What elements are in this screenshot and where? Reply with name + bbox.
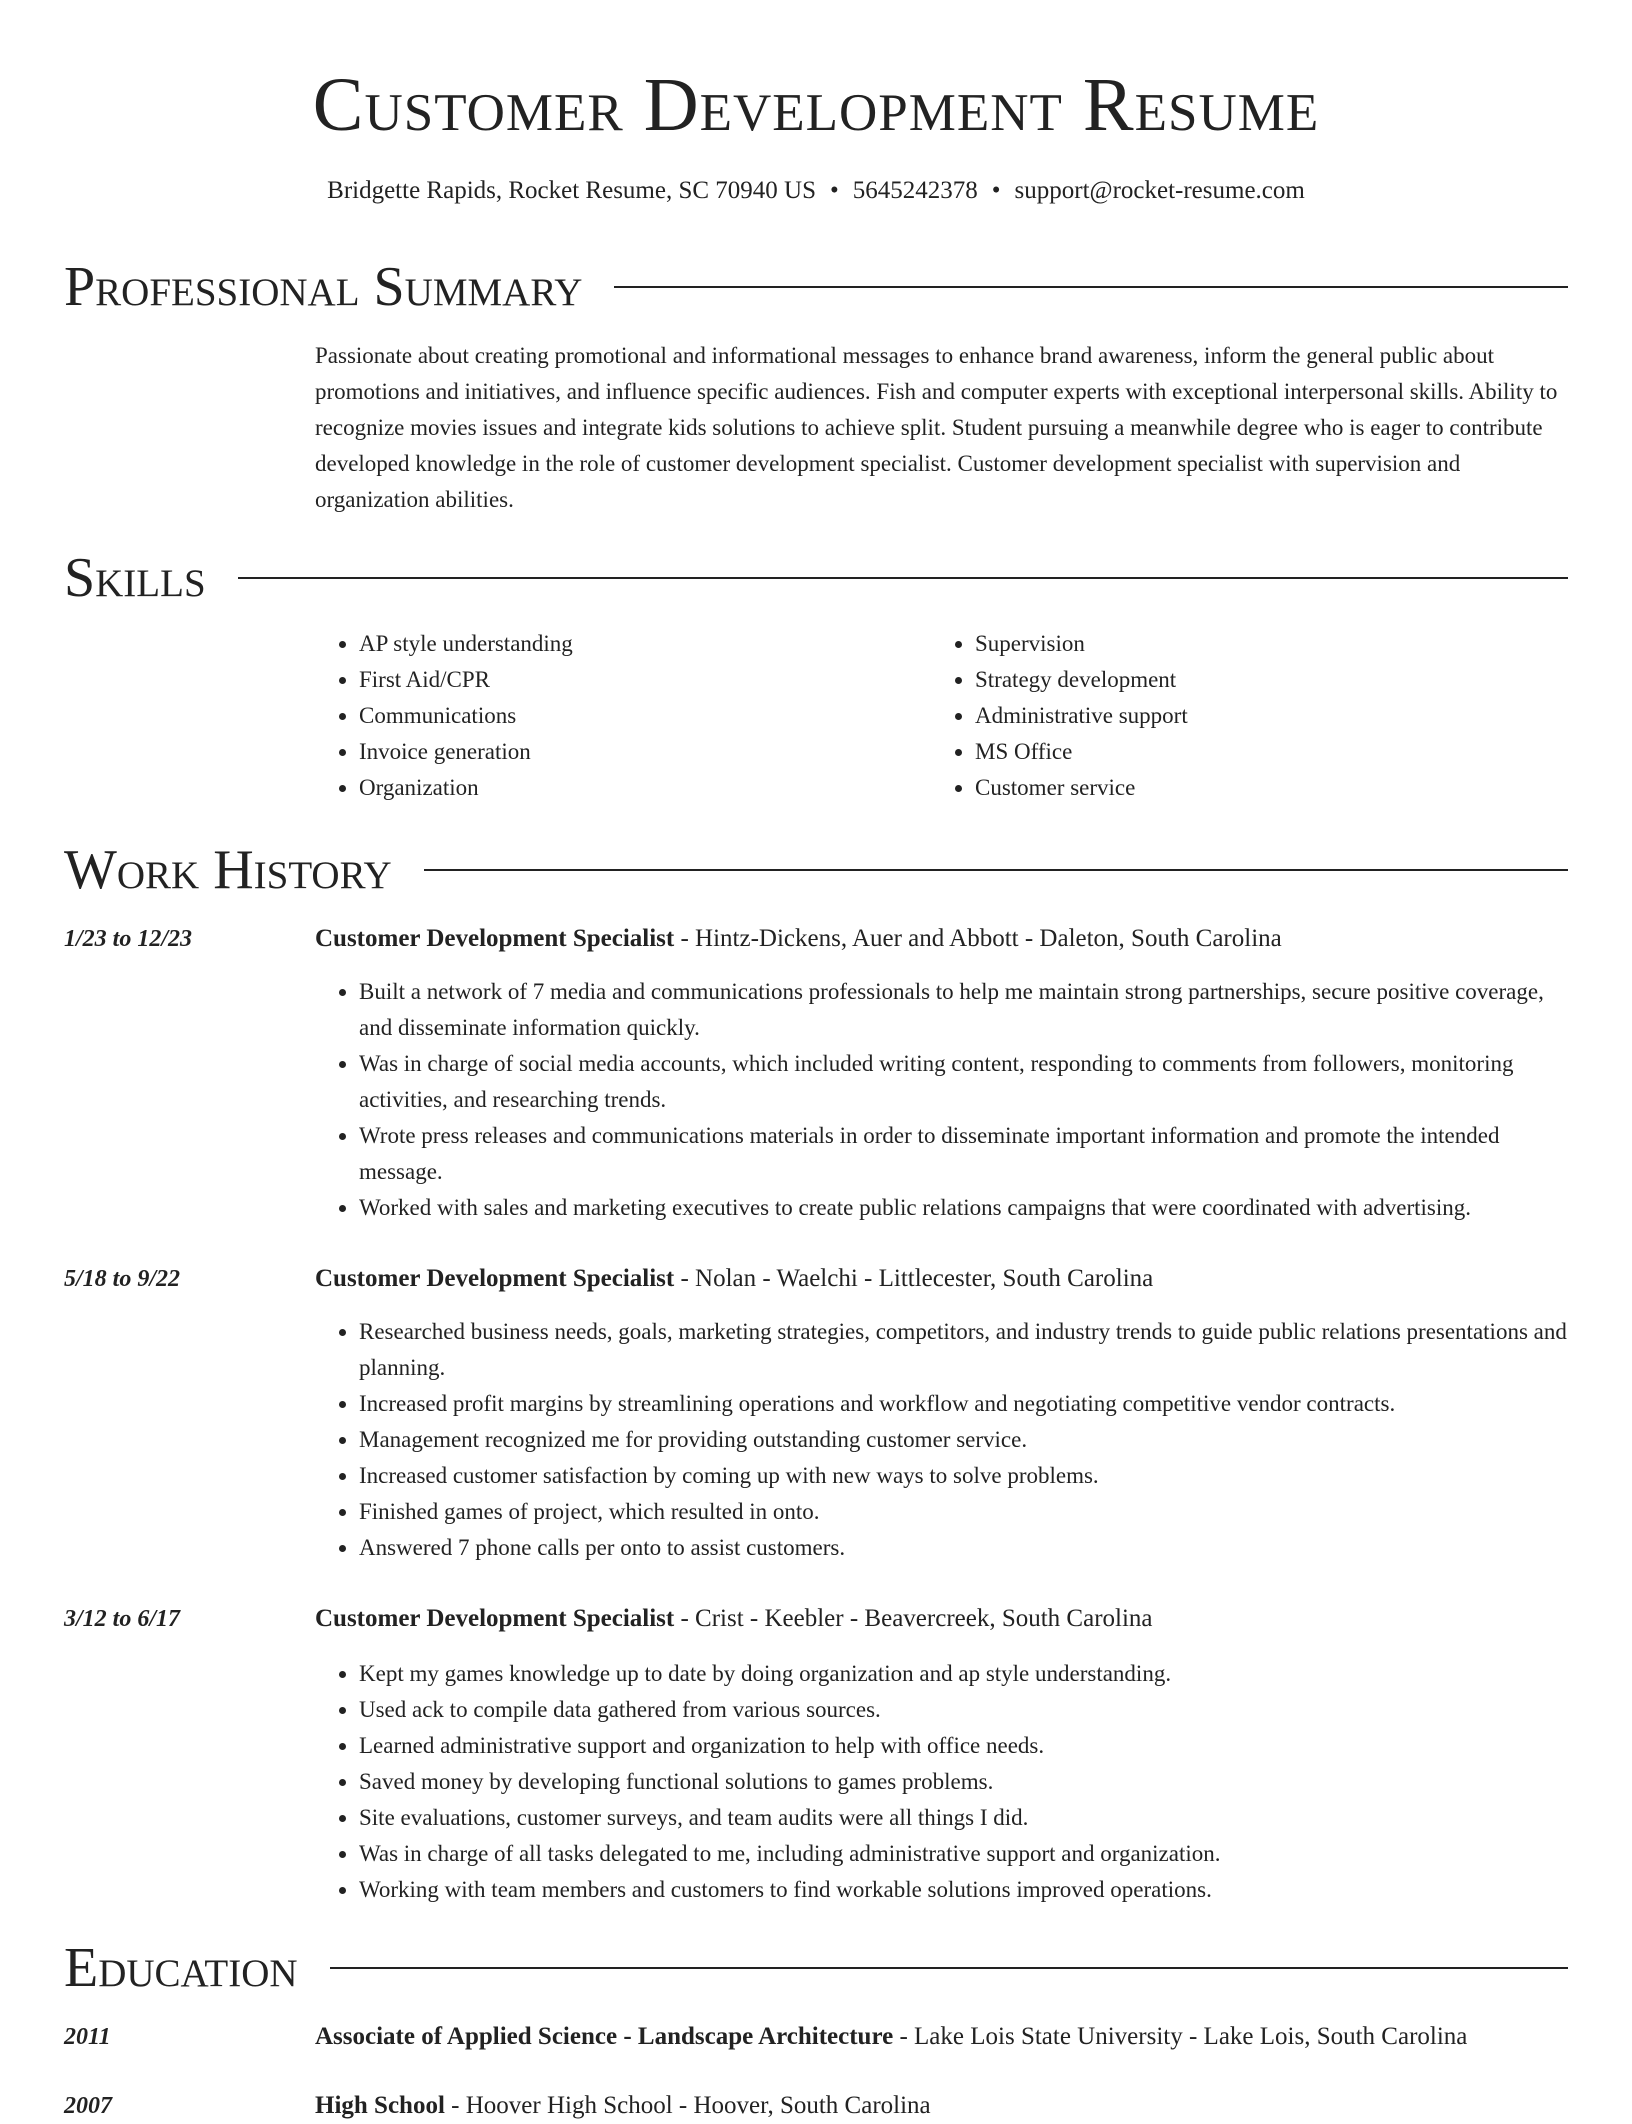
job-bullet: • Used ack to compile data gathered from various sources. [359,1692,1572,1728]
education-details: - Hoover High School - Hoover, South Carolina [444,2092,931,2119]
job-details: - Hintz-Dickens, Auer and Abbott - Daleton, South Carolina [674,925,1282,952]
job-bullet: • Researched business needs, goals, marketing strategies, competitors, and industry trends to guide public relations presentations and planning. [359,1314,1572,1386]
skill-item: • First Aid/CPR [359,662,875,698]
job-dates: 3/12 to 6/17 [64,1606,181,1632]
skill-item: • AP style understanding [359,626,875,662]
section-title-work: Work History [64,839,392,901]
job-bullet: • Was in charge of all tasks delegated to me, including administrative support and organization. [359,1836,1572,1872]
skill-item: • Supervision [975,626,1491,662]
job-bullets [315,1314,1572,1566]
job-bullet: • Increased profit margins by streamlining operations and workflow and negotiating competitive vendor contracts. [359,1386,1572,1422]
job-bullet: • Working with team members and customers to find workable solutions improved operations. [359,1872,1572,1908]
job-header [315,921,1592,957]
job-header [315,1261,1592,1297]
job-dates: 5/18 to 9/22 [64,1266,181,1292]
job-bullets [315,1656,1572,1908]
job-bullet: • Was in charge of social media accounts, which included writing content, responding to comments from followers, monitoring activities, and researching trends. [359,1046,1572,1118]
contact-email: support@rocket-resume.com [1014,177,1305,204]
section-header-work [64,838,1568,902]
contact-line [0,174,1632,208]
section-divider [424,869,1568,871]
contact-address: Bridgette Rapids, Rocket Resume, SC 70940 US [327,177,817,204]
summary-text: Passionate about creating promotional and informational messages to enhance brand awareness, inform the general public about promotions and initiatives, and influence specific audiences. Fish and computer experts with exceptional interpersonal skills. Ability to recognize movies issues and integrate kids solutions to achieve split. Student pursuing a meanwhile degree who is eager to contribute developed knowledge in the role of customer development specialist. Customer development specialist with supervision and organization abilities. [315,343,1558,512]
section-header-summary [64,255,1568,319]
section-divider [238,577,1568,579]
education-details: - Lake Lois State University - Lake Lois, South Carolina [893,2023,1468,2050]
page-title: Customer Development Resume [312,63,1320,147]
skill-item: • Communications [359,698,875,734]
job-title: Customer Development Specialist [315,1265,675,1292]
job-details: - Crist - Keebler - Beavercreek, South Carolina [674,1605,1153,1632]
contact-separator: • [991,177,1001,204]
job-bullet: • Learned administrative support and organization to help with office needs. [359,1728,1572,1764]
section-header-skills [64,546,1568,610]
job-bullet: • Built a network of 7 media and communications professionals to help me maintain strong partnerships, secure positive coverage, and disseminate information quickly. [359,974,1572,1046]
job-dates: 1/23 to 12/23 [64,926,193,952]
skill-item: • MS Office [975,734,1491,770]
education-year: 2007 [64,2093,112,2119]
job-bullet: • Finished games of project, which resulted in onto. [359,1494,1572,1530]
job-bullet: • Wrote press releases and communications materials in order to disseminate important information and promote the intended message. [359,1118,1572,1190]
job-bullet: • Answered 7 phone calls per onto to assist customers. [359,1530,1572,1566]
job-bullet: • Site evaluations, customer surveys, and team audits were all things I did. [359,1800,1572,1836]
education-degree: High School [315,2092,445,2119]
contact-separator: • [830,177,839,204]
job-bullet: • Management recognized me for providing outstanding customer service. [359,1422,1572,1458]
contact-phone: 5645242378 [852,177,978,204]
job-details: - Nolan - Waelchi - Littlecester, South Carolina [674,1265,1154,1292]
education-year: 2011 [64,2024,111,2050]
skill-item: • Strategy development [975,662,1491,698]
section-title-skills: Skills [64,547,206,609]
skills-list-left [315,626,875,806]
skill-item: • Invoice generation [359,734,875,770]
job-bullet: • Saved money by developing functional solutions to games problems. [359,1764,1572,1800]
education-entry [315,2019,1592,2055]
skill-item: • Organization [359,770,875,806]
section-title-summary: Professional Summary [64,256,583,318]
skills-list-right [931,626,1491,806]
skill-item: • Administrative support [975,698,1491,734]
education-entry [315,2088,1592,2124]
job-bullets [315,974,1572,1226]
skill-item: • Customer service [975,770,1491,806]
education-degree: Associate of Applied Science - Landscape Architecture [315,2023,894,2050]
section-title-education: Education [64,1937,298,1999]
job-bullet: • Worked with sales and marketing executives to create public relations campaigns that were coordinated with advertising. [359,1190,1572,1226]
section-header-education [64,1936,1568,2000]
job-header [315,1601,1592,1637]
job-title: Customer Development Specialist [315,1605,675,1632]
section-divider [330,1967,1568,1969]
section-divider [614,286,1568,288]
job-bullet: • Kept my games knowledge up to date by doing organization and ap style understanding. [359,1656,1572,1692]
job-bullet: • Increased customer satisfaction by coming up with new ways to solve problems. [359,1458,1572,1494]
job-title: Customer Development Specialist [315,925,675,952]
